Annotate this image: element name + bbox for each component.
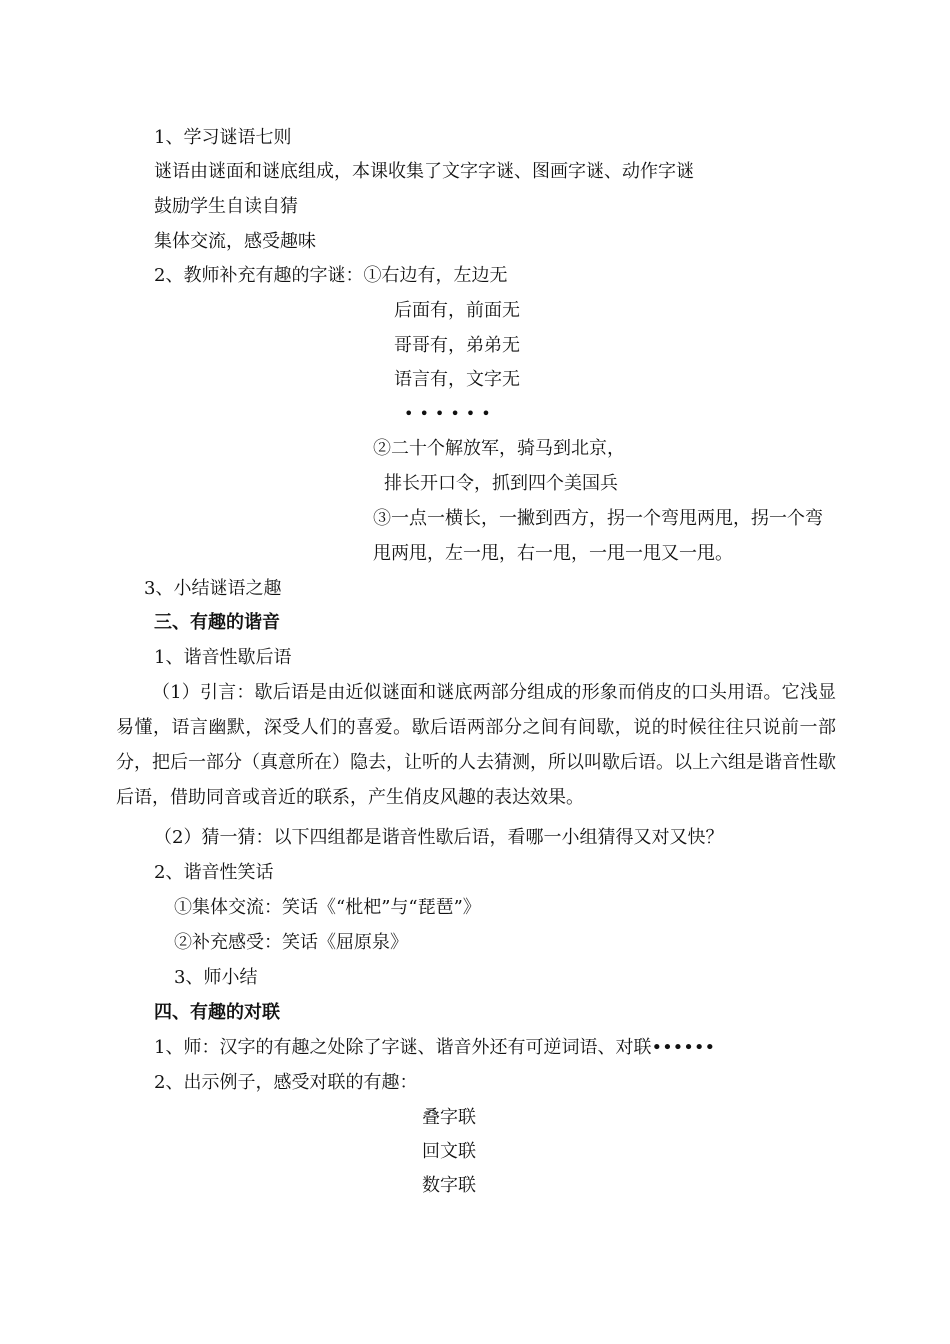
riddle-1-line-1: ①右边有，左边无	[363, 265, 508, 286]
riddles-item-1: 1、学习谜语七则	[154, 127, 292, 148]
riddle-3-line-2: 甩两甩，左一甩，右一甩，一甩一甩又一甩。	[373, 543, 733, 564]
riddle-1-ellipsis: ••••••	[404, 404, 497, 423]
riddle-2-line-1: ②二十个解放军，骑马到北京，	[373, 438, 625, 459]
section-3-intro: （1）引言：歇后语是由近似谜面和谜底两部分组成的形象而俏皮的口头用语。它浅显易懂，语言幽默，深受人们的喜爱。歇后语两部分之间有间歇，说的时候往往只说前一部分，把后一部分（真意所在）隐去，让听的人去猜测，所以叫歇后语。以上六组是谐音性歇后语，借助同音或音近的联系，产生俏皮风趣的表达效果。	[116, 682, 836, 808]
couplet-type-3: 数字联	[422, 1175, 476, 1196]
riddles-item-2-prefix: 2、教师补充有趣的字谜：	[154, 265, 364, 286]
section-3-heading: 三、有趣的谐音	[154, 612, 280, 633]
riddles-description: 谜语由谜面和谜底组成，本课收集了文字字谜、图画字谜、动作字谜	[154, 161, 694, 182]
section-4-heading: 四、有趣的对联	[154, 1002, 280, 1023]
section-3-joke-1: ①集体交流：笑话《“枇杷”与“琵琶”》	[174, 897, 481, 918]
section-4-item-2: 2、出示例子，感受对联的有趣：	[154, 1072, 418, 1093]
section-3-sub-3: 3、师小结	[174, 967, 258, 988]
riddle-3-line-1: ③一点一横长，一撇到西方，拐一个弯甩两甩，拐一个弯	[373, 508, 823, 529]
couplet-type-2: 回文联	[422, 1141, 476, 1162]
riddle-2-line-2: 排长开口令，抓到四个美国兵	[384, 473, 618, 494]
couplet-type-1: 叠字联	[422, 1107, 476, 1128]
riddles-item-2	[154, 264, 507, 288]
section-4-item-1: 1、师：汉字的有趣之处除了字谜、谐音外还有可逆词语、对联••••••	[154, 1037, 716, 1058]
riddle-1-line-2: 后面有，前面无	[394, 300, 520, 321]
section-3-joke-2: ②补充感受：笑话《屈原泉》	[174, 932, 408, 953]
section-3-sub-1: 1、谐音性歇后语	[154, 647, 292, 668]
riddles-exchange: 集体交流，感受趣味	[154, 231, 316, 252]
riddles-encourage: 鼓励学生自读自猜	[154, 196, 298, 217]
section-3-sub-2: 2、谐音性笑话	[154, 862, 274, 883]
riddle-1-line-4: 语言有，文字无	[394, 369, 520, 390]
riddle-1-line-3: 哥哥有，弟弟无	[394, 335, 520, 356]
riddles-item-3: 3、小结谜语之趣	[144, 578, 282, 599]
section-3-guess: （2）猜一猜：以下四组都是谐音性歇后语，看哪一小组猜得又对又快？	[154, 827, 724, 848]
